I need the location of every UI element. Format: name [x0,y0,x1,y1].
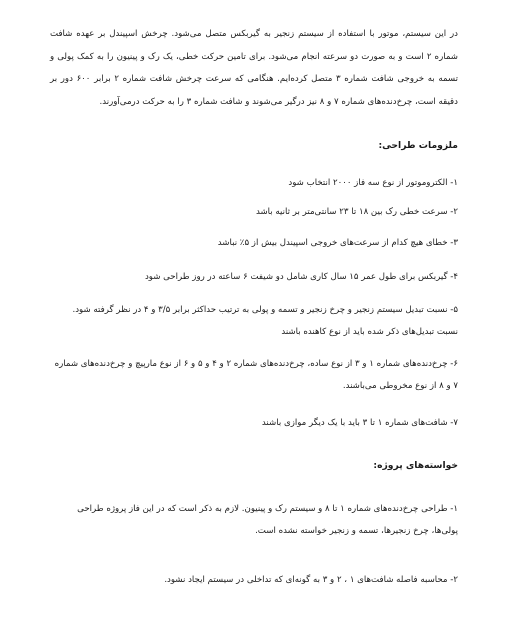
deliverable-item-2: ۲- محاسبه فاصله شافت‌های ۱ ، ۲ و ۳ به گونه‌ای که تداخلی در سیستم ایجاد نشود. [164,575,458,585]
intro-paragraph: در این سیستم، موتور با استفاده از سیستم زنجیر به گیربکس متصل می‌شود. چرخش اسپیندل بر عهده شافت شماره ۲ است و به صورت دو سرعته انجام می‌شود. برای تامین حرکت خطی، یک رک و پینیون را به کمک پولی و تسمه به خروجی شافت شماره ۳ متصل کرده‌ایم. هنگامی که سرعت چرخش شافت شماره ۲ برابر ۶۰۰ دور بر دقیقه است، چرخ‌دنده‌های شماره ۷ و ۸ نیز درگیر می‌شوند و شافت شماره ۳ را به حرکت درمی‌آورند. [50,29,459,107]
requirement-item-1: ۱- الکتروموتور از نوع سه فاز ۲۰۰۰ انتخاب شود [288,178,458,188]
deliverable-item-1: ۱- طراحی چرخ‌دنده‌های شماره ۱ تا ۸ و سیستم رک و پینیون. لازم به ذکر است که در این فاز پروژه طراحی پولی‌ها، چرخ زنجیرها، تسمه و زنجیر خواسته نشده است. [77,504,458,536]
requirement-item-5: ۵- نسبت تبدیل سیستم زنجیر و چرخ زنجیر و تسمه و پولی به ترتیب حداکثر برابر ۳/۵ و ۴ در نظر گرفته شود. نسبت تبدیل‌های ذکر شده باید از نوع کاهنده باشند [72,305,458,337]
requirement-item-7: ۷- شافت‌های شماره ۱ تا ۳ باید با یک دیگر موازی باشند [261,418,458,428]
requirements-heading: ملزومات طراحی: [378,140,458,151]
requirement-item-2: ۲- سرعت خطی رک بین ۱۸ تا ۲۳ سانتی‌متر بر ثانیه باشد [255,207,458,217]
requirement-item-3: ۳- خطای هیچ کدام از سرعت‌های خروجی اسپیندل بیش از ۵٪ نباشد [217,238,458,248]
deliverables-heading: خواسته‌های پروژه: [373,460,458,471]
requirement-item-6: ۶- چرخ‌دنده‌های شماره ۱ و ۳ از نوع ساده، چرخ‌دنده‌های شماره ۲ و ۴ و ۵ و ۶ از نوع مارپیچ و چرخ‌دنده‌های شماره ۷ و ۸ از نوع مخروطی می‌باشند. [54,359,458,391]
requirement-item-4: ۴- گیربکس برای طول عمر ۱۵ سال کاری شامل دو شیفت ۶ ساعته در روز طراحی شود [144,272,458,282]
